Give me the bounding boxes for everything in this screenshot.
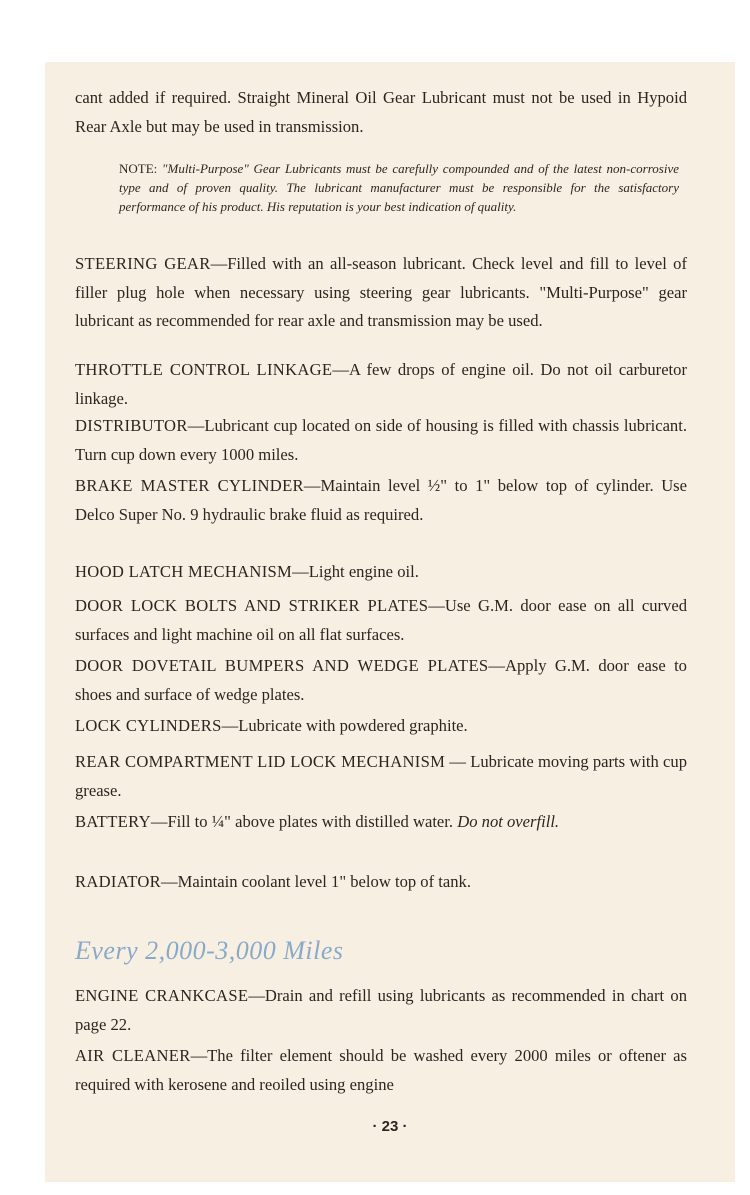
- steering-text: —Filled with an all-season lubricant. Check level and fill to level of filler plug hole when necessary using steering gear lubricants. "Multi-Purpose" gear lubricant as recommended for rear axle and transmission may be used.: [75, 254, 687, 330]
- paragraph-throttle: [75, 356, 687, 413]
- dovetail-text: —Apply G.M. door ease to shoes and surface of wedge plates.: [75, 656, 687, 704]
- paragraph-air-cleaner: [75, 1042, 687, 1099]
- hood-text: —Light engine oil.: [292, 562, 419, 581]
- hood-heading: HOOD LATCH MECHANISM: [75, 562, 293, 581]
- paragraph-door-dovetail: [75, 652, 687, 709]
- note-text: "Multi-Purpose" Gear Lubricants must be carefully compounded and of the latest non-corrosive type and of proven quality. The lubricant manufacturer must be responsible for the satisfactory performance of his product. His reputation is your best indication of quality.: [119, 161, 680, 214]
- rear-text: — Lubricate moving parts with cup grease.: [75, 752, 687, 800]
- battery-text: —Fill to ¼" above plates with distilled water.: [150, 812, 458, 831]
- lockcyl-text: —Lubricate with powdered graphite.: [221, 716, 468, 735]
- distributor-heading: DISTRIBUTOR: [75, 416, 188, 435]
- paragraph-battery: [75, 808, 687, 837]
- paragraph-lock-cylinders: [75, 712, 687, 741]
- air-heading: AIR CLEANER: [75, 1046, 191, 1065]
- brake-heading: BRAKE MASTER CYLINDER: [75, 476, 304, 495]
- document-page: [45, 62, 735, 1182]
- doorlock-text: —Use G.M. door ease on all curved surfaces and light machine oil on all flat surfaces.: [75, 596, 687, 644]
- air-text: —The filter element should be washed every 2000 miles or oftener as required with kerosene and reoiled using engine: [75, 1046, 688, 1094]
- throttle-text: —A few drops of engine oil. Do not oil carburetor linkage.: [75, 360, 687, 408]
- paragraph-distributor: [75, 412, 687, 469]
- brake-text: —Maintain level ½" to 1" below top of cylinder. Use Delco Super No. 9 hydraulic brake fluid as required.: [75, 476, 687, 524]
- doorlock-heading: DOOR LOCK BOLTS AND STRIKER PLATES: [75, 596, 429, 615]
- radiator-text: —Maintain coolant level 1" below top of tank.: [161, 872, 471, 891]
- throttle-heading: THROTTLE CONTROL LINKAGE: [75, 360, 333, 379]
- distributor-text: —Lubricant cup located on side of housing is filled with chassis lubricant. Turn cup down every 1000 miles.: [75, 416, 687, 464]
- crankcase-heading: ENGINE CRANKCASE: [75, 986, 249, 1005]
- paragraph-hood-latch: [75, 558, 687, 587]
- paragraph-rear-compartment: [75, 748, 687, 805]
- lockcyl-heading: LOCK CYLINDERS: [75, 716, 222, 735]
- paragraph-radiator: [75, 868, 687, 897]
- paragraph-brake: [75, 472, 687, 529]
- paragraph-intro: [75, 84, 687, 141]
- paragraph-steering-gear: [75, 250, 687, 336]
- dovetail-heading: DOOR DOVETAIL BUMPERS AND WEDGE PLATES: [75, 656, 489, 675]
- rear-heading: REAR COMPARTMENT LID LOCK MECHANISM: [75, 752, 446, 771]
- paragraph-engine-crankcase: [75, 982, 687, 1039]
- battery-warning: Do not overfill.: [457, 812, 560, 831]
- radiator-heading: RADIATOR: [75, 872, 161, 891]
- section-heading: Every 2,000-3,000 Miles: [75, 936, 344, 965]
- steering-heading: STEERING GEAR: [75, 254, 211, 273]
- note-label: NOTE:: [119, 161, 158, 176]
- crankcase-text: —Drain and refill using lubricants as recommended in chart on page 22.: [75, 986, 687, 1034]
- battery-heading: BATTERY: [75, 812, 151, 831]
- note-block: [119, 159, 679, 216]
- paragraph-door-lock: [75, 592, 687, 649]
- page-number: · 23 ·: [372, 1118, 408, 1135]
- intro-text: cant added if required. Straight Mineral Oil Gear Lubricant must not be used in Hypoid Rear Axle but may be used in transmission.: [75, 88, 687, 136]
